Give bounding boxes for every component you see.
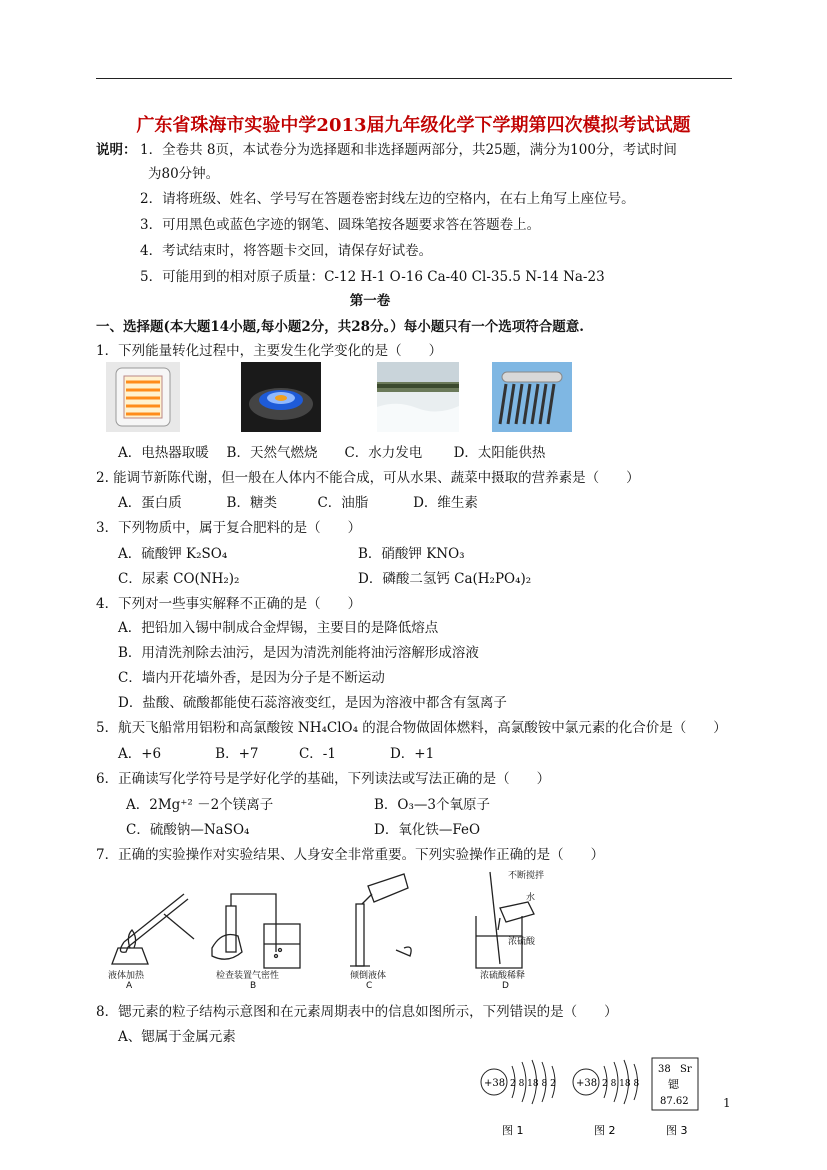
q5-stem: 5．航天飞船常用铝粉和高氯酸铵 NH₄ClO₄ 的混合物做固体燃料，高氯酸铵中氯元素的化合价是（ ） [96,720,727,736]
section-heading: 一、选择题(本大题14小题,每小题2分，共28分。）每小题只有一个选项符合题意. [96,319,585,335]
q4-option-b: B．用清洗剂除去油污，是因为清洗剂能将油污溶解形成溶液 [118,645,479,661]
page-title: 广东省珠海市实验中学2013届九年级化学下学期第四次模拟考试试题 [136,115,691,136]
q4-option-c: C．墙内开花墙外香，是因为分子是不断运动 [118,670,385,686]
notes-item-4: 4．考试结束时，将答题卡交回，请保存好试卷。 [140,243,433,259]
q7-letter-b: B [250,981,257,991]
q4-stem: 4．下列对一些事实解释不正确的是（ ） [96,596,362,612]
fig3-number: 38 [658,1064,671,1075]
notes-label: 说明： [96,142,137,158]
q2-stem: 2. 能调节新陈代谢，但一般在人体内不能合成，可从水果、蔬菜中摄取的营养素是（ ） [96,470,640,486]
q7-label-water: 水 [526,893,536,903]
q2-options: A．蛋白质 B．糖类 C．油脂 D．维生素 [118,495,478,511]
electric-heater-image [106,362,180,432]
q6-option-a: A．2Mg⁺² －2个镁离子 [126,797,274,813]
q4-option-d: D．盐酸、硫酸都能使石蕊溶液变红，是因为溶液中都含有氢离子 [118,695,507,711]
fig2-nucleus: +38 [576,1078,598,1089]
fig3-symbol: Sr [680,1064,692,1075]
fig2-shells: 2 8 18 8 [602,1079,640,1089]
q6-option-c: C．硫酸钠—NaSO₄ [126,822,250,838]
q6-option-b: B．O₃—3个氧原子 [374,797,490,813]
q3-option-c: C．尿素 CO(NH₂)₂ [118,571,240,587]
q7-stem: 7．正确的实验操作对实验结果、人身安全非常重要。下列实验操作正确的是（ ） [96,847,605,863]
strontium-figures [474,1050,714,1140]
q1-options: A．电热器取暖 B．天然气燃烧 C．水力发电 D．太阳能供热 [118,445,546,461]
q7-caption-a: 液体加热 [108,971,145,981]
fig3-caption: 图 3 [666,1124,688,1137]
q7-label-stir: 不断搅拌 [508,871,545,881]
fig3-mass: 87.62 [660,1096,689,1107]
q7-caption-b: 检查装置气密性 [216,971,280,981]
header-rule [96,78,732,79]
notes-item-2: 2．请将班级、姓名、学号写在答题卷密封线左边的空格内，在右上角写上座位号。 [140,191,635,207]
q7-letter-c: C [366,981,373,991]
fig1-shells: 2 8 18 8 2 [510,1079,556,1089]
q3-option-a: A．硫酸钾 K₂SO₄ [118,546,228,562]
q7-letter-a: A [126,981,133,991]
page-number: 1 [723,1096,731,1110]
q7-caption-c: 倾倒液体 [350,971,387,981]
q6-option-d: D．氧化铁—FeO [374,822,481,838]
q7-caption-d: 浓硫酸稀释 [480,971,526,981]
q3-option-b: B．硝酸钾 KNO₃ [358,546,465,562]
fig2-caption: 图 2 [594,1124,616,1137]
notes-item-1-cont: 为80分钟。 [148,166,220,182]
lab-operations-diagram [104,864,545,991]
notes-item-3: 3．可用黑色或蓝色字迹的钢笔、圆珠笔按各题要求答在答题卷上。 [140,217,541,233]
notes-item-5: 5．可能用到的相对原子质量：C-12 H-1 O-16 Ca-40 Cl-35.5 N-14 Na-23 [140,269,605,285]
notes-item-1: 1．全卷共 8页，本试卷分为选择题和非选择题两部分，共25题，满分为100分，考试时间 [140,142,677,158]
q3-stem: 3．下列物质中，属于复合肥料的是（ ） [96,520,362,536]
q8-option-a: A、锶属于金属元素 [118,1029,236,1045]
q3-option-d: D．磷酸二氢钙 Ca(H₂PO₄)₂ [358,571,532,587]
q7-letter-d: D [502,981,509,991]
solar-heater-image [492,362,572,432]
volume-heading: 第一卷 [349,293,391,309]
q5-options: A．+6 B．+7 C．-1 D．+1 [118,746,435,762]
q8-stem: 8．锶元素的粒子结构示意图和在元素周期表中的信息如图所示，下列错误的是（ ） [96,1004,618,1020]
q6-stem: 6．正确读写化学符号是学好化学的基础，下列读法或写法正确的是（ ） [96,771,551,787]
fig3-name: 锶 [668,1078,679,1091]
gas-flame-image [241,362,321,432]
fig1-caption: 图 1 [502,1124,524,1137]
hydropower-dam-image [377,362,459,432]
q1-stem: 1．下列能量转化过程中，主要发生化学变化的是（ ） [96,343,443,359]
q7-label-acid: 浓硫酸 [508,937,536,947]
fig1-nucleus: +38 [484,1078,506,1089]
q4-option-a: A．把铅加入锡中制成合金焊锡，主要目的是降低熔点 [118,620,439,636]
